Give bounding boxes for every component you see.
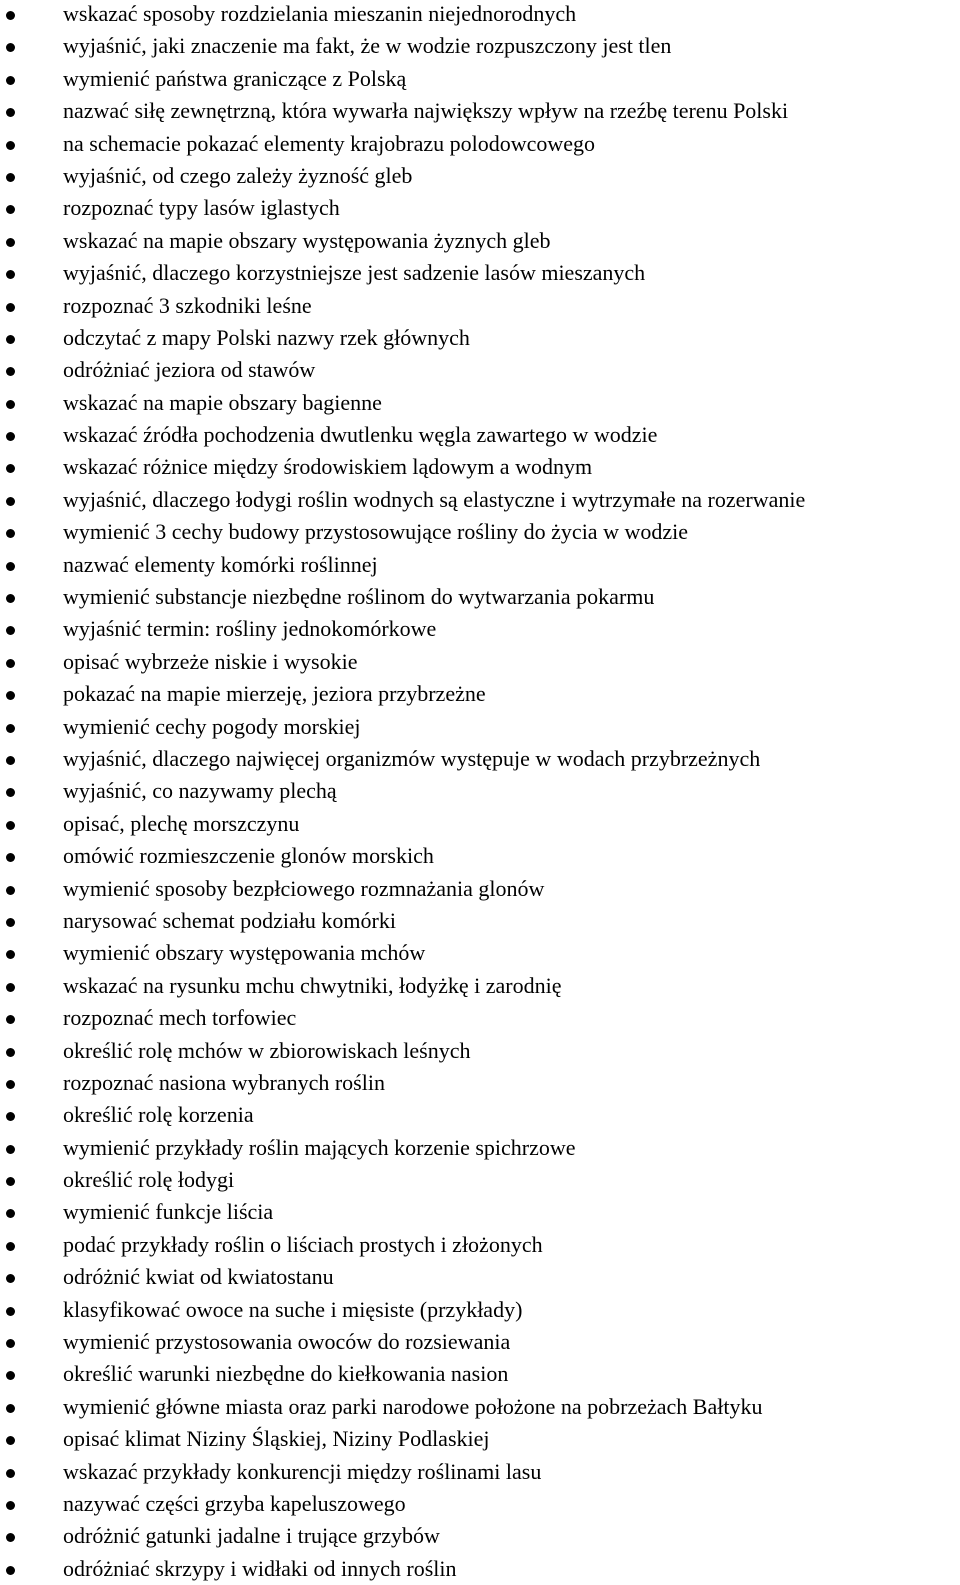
bullet-icon — [6, 1404, 15, 1413]
list-item-text: rozpoznać mech torfowiec — [63, 1005, 297, 1031]
bullet-icon — [6, 11, 15, 20]
list-item — [0, 1067, 960, 1099]
list-item — [0, 775, 960, 807]
bullet-icon — [6, 141, 15, 150]
list-item — [0, 1488, 960, 1520]
list-item-text: wymienić substancje niezbędne roślinom do wytwarzania pokarmu — [63, 584, 655, 610]
bullet-icon — [6, 724, 15, 733]
list-item-text: rozpoznać 3 szkodniki leśne — [63, 292, 312, 318]
bullet-icon — [6, 1015, 15, 1024]
list-item — [0, 419, 960, 451]
bullet-icon — [6, 983, 15, 992]
list-item — [0, 484, 960, 516]
list-item — [0, 354, 960, 386]
bullet-icon — [6, 918, 15, 927]
bullet-icon — [6, 853, 15, 862]
bullet-icon — [6, 659, 15, 668]
list-item-text: opisać wybrzeże niskie i wysokie — [63, 648, 358, 674]
list-item-text: wyjaśnić termin: rośliny jednokomórkowe — [63, 616, 437, 642]
list-item-text: omówić rozmieszczenie glonów morskich — [63, 843, 434, 869]
bullet-icon — [6, 626, 15, 635]
bullet-icon — [6, 173, 15, 182]
list-item — [0, 1261, 960, 1293]
list-item-text: wskazać sposoby rozdzielania mieszanin niejednorodnych — [63, 1, 577, 26]
list-item-text: odróżniać jeziora od stawów — [63, 357, 316, 383]
list-item-text: wskazać różnice między środowiskiem lądowym a wodnym — [63, 454, 593, 480]
list-item-text: wyjaśnić, dlaczego korzystniejsze jest sadzenie lasów mieszanych — [63, 260, 646, 286]
list-item — [0, 1002, 960, 1034]
list-item — [0, 225, 960, 257]
list-item — [0, 1229, 960, 1261]
list-item-text: określić rolę korzenia — [63, 1102, 254, 1128]
bullet-icon — [6, 1469, 15, 1478]
list-item-text: wskazać na mapie obszary bagienne — [63, 389, 382, 415]
list-item — [0, 1358, 960, 1390]
bullet-icon — [6, 1209, 15, 1218]
list-item-text: wymienić główne miasta oraz parki narodowe położone na pobrzeżach Bałtyku — [63, 1393, 763, 1419]
bullet-icon — [6, 335, 15, 344]
bullet-icon — [6, 400, 15, 409]
list-item — [0, 840, 960, 872]
bullet-icon — [6, 303, 15, 312]
bullet-icon — [6, 1242, 15, 1251]
list-item-text: odróżnić kwiat od kwiatostanu — [63, 1264, 334, 1290]
list-item-text: wymienić obszary występowania mchów — [63, 940, 426, 966]
list-item — [0, 743, 960, 775]
list-item-text: wyjaśnić, dlaczego łodygi roślin wodnych są elastyczne i wytrzymałe na rozerwanie — [63, 486, 806, 512]
bullet-icon — [6, 1566, 15, 1575]
list-item — [0, 646, 960, 678]
bullet-icon — [6, 756, 15, 765]
list-item — [0, 1423, 960, 1455]
bullet-icon — [6, 76, 15, 85]
list-item-text: wymienić przykłady roślin mających korzenie spichrzowe — [63, 1134, 576, 1160]
list-item-text: określić warunki niezbędne do kiełkowania nasion — [63, 1361, 509, 1387]
list-item — [0, 95, 960, 127]
list-item-text: pokazać na mapie mierzeję, jeziora przybrzeżne — [63, 681, 486, 707]
list-item-text: nazwać siłę zewnętrzną, która wywarła największy wpływ na rzeźbę terenu Polski — [63, 98, 789, 124]
list-item — [0, 451, 960, 483]
list-item-text: określić rolę łodygi — [63, 1167, 235, 1193]
bullet-icon — [6, 108, 15, 117]
bullet-icon — [6, 367, 15, 376]
list-item — [0, 0, 960, 30]
list-item — [0, 63, 960, 95]
bullet-icon — [6, 529, 15, 538]
list-item-text: wymienić funkcje liścia — [63, 1199, 274, 1225]
bullet-icon — [6, 594, 15, 603]
list-item — [0, 613, 960, 645]
list-item — [0, 1520, 960, 1552]
list-item — [0, 905, 960, 937]
bullet-icon — [6, 1080, 15, 1089]
list-item-text: wyjaśnić, co nazywamy plechą — [63, 778, 337, 804]
list-item-text: rozpoznać typy lasów iglastych — [63, 195, 340, 221]
list-item — [0, 192, 960, 224]
list-item-text: odróżniać skrzypy i widłaki od innych roślin — [63, 1555, 457, 1581]
list-item — [0, 549, 960, 581]
list-item-text: wyjaśnić, dlaczego najwięcej organizmów występuje w wodach przybrzeżnych — [63, 745, 761, 771]
bullet-icon — [6, 821, 15, 830]
list-item — [0, 1035, 960, 1067]
bullet-icon — [6, 432, 15, 441]
bullet-icon — [6, 1145, 15, 1154]
list-item — [0, 160, 960, 192]
list-item-text: na schemacie pokazać elementy krajobrazu polodowcowego — [63, 130, 596, 156]
list-item-text: opisać, plechę morszczynu — [63, 810, 300, 836]
bullet-icon — [6, 1533, 15, 1542]
list-item-text: rozpoznać nasiona wybranych roślin — [63, 1069, 385, 1095]
list-item-text: klasyfikować owoce na suche i mięsiste (przykłady) — [63, 1296, 523, 1322]
list-item — [0, 678, 960, 710]
list-item — [0, 1553, 960, 1585]
list-item — [0, 1326, 960, 1358]
list-item-text: wymienić 3 cechy budowy przystosowujące rośliny do życia w wodzie — [63, 519, 688, 545]
list-item — [0, 1196, 960, 1228]
list-item-text: narysować schemat podziału komórki — [63, 907, 396, 933]
list-item-text: wymienić sposoby bezpłciowego rozmnażania glonów — [63, 875, 545, 901]
list-item — [0, 711, 960, 743]
bullet-icon — [6, 691, 15, 700]
list-item-text: opisać klimat Niziny Śląskiej, Niziny Podlaskiej — [63, 1426, 490, 1452]
bullet-icon — [6, 1112, 15, 1121]
list-item-text: nazywać części grzyba kapeluszowego — [63, 1490, 406, 1516]
list-item-text: odczytać z mapy Polski nazwy rzek głównych — [63, 324, 470, 350]
list-item-text: wymienić cechy pogody morskiej — [63, 713, 361, 739]
bullet-icon — [6, 1339, 15, 1348]
bullet-icon — [6, 43, 15, 52]
list-item-text: odróżnić gatunki jadalne i trujące grzybów — [63, 1523, 440, 1549]
list-item — [0, 30, 960, 62]
list-item — [0, 808, 960, 840]
list-item — [0, 516, 960, 548]
bullet-icon — [6, 788, 15, 797]
list-item-text: podać przykłady roślin o liściach prostych i złożonych — [63, 1231, 543, 1257]
bullet-icon — [6, 238, 15, 247]
bullet-icon — [6, 950, 15, 959]
list-item — [0, 1456, 960, 1488]
bullet-icon — [6, 1274, 15, 1283]
list-item — [0, 873, 960, 905]
list-item — [0, 387, 960, 419]
bullet-icon — [6, 1436, 15, 1445]
list-item — [0, 1099, 960, 1131]
list-item — [0, 128, 960, 160]
bullet-icon — [6, 1501, 15, 1510]
list-item — [0, 257, 960, 289]
list-item-text: wyjaśnić, od czego zależy żyzność gleb — [63, 162, 413, 188]
list-item — [0, 970, 960, 1002]
list-item — [0, 290, 960, 322]
list-item-text: nazwać elementy komórki roślinnej — [63, 551, 378, 577]
bullet-icon — [6, 886, 15, 895]
bullet-icon — [6, 497, 15, 506]
list-item — [0, 322, 960, 354]
list-item-text: wskazać na rysunku mchu chwytniki, łodyżkę i zarodnię — [63, 972, 562, 998]
list-item-text: wymienić przystosowania owoców do rozsiewania — [63, 1329, 511, 1355]
bullet-icon — [6, 270, 15, 279]
list-item — [0, 1294, 960, 1326]
bullet-icon — [6, 1307, 15, 1316]
bullet-icon — [6, 1177, 15, 1186]
list-item-text: wymienić państwa graniczące z Polską — [63, 65, 407, 91]
list-item — [0, 1164, 960, 1196]
list-item — [0, 581, 960, 613]
list-item — [0, 937, 960, 969]
list-item — [0, 1391, 960, 1423]
list-item-text: określić rolę mchów w zbiorowiskach leśnych — [63, 1037, 471, 1063]
list-item-text: wskazać na mapie obszary występowania żyznych gleb — [63, 227, 551, 253]
bullet-icon — [6, 1371, 15, 1380]
bullet-icon — [6, 464, 15, 473]
bullet-icon — [6, 1048, 15, 1057]
list-item-text: wskazać przykłady konkurencji między roślinami lasu — [63, 1458, 542, 1484]
bullet-icon — [6, 205, 15, 214]
list-item-text: wskazać źródła pochodzenia dwutlenku węgla zawartego w wodzie — [63, 422, 658, 448]
list-item-text: wyjaśnić, jaki znaczenie ma fakt, że w wodzie rozpuszczony jest tlen — [63, 33, 672, 59]
list-item — [0, 1132, 960, 1164]
bullet-icon — [6, 562, 15, 571]
